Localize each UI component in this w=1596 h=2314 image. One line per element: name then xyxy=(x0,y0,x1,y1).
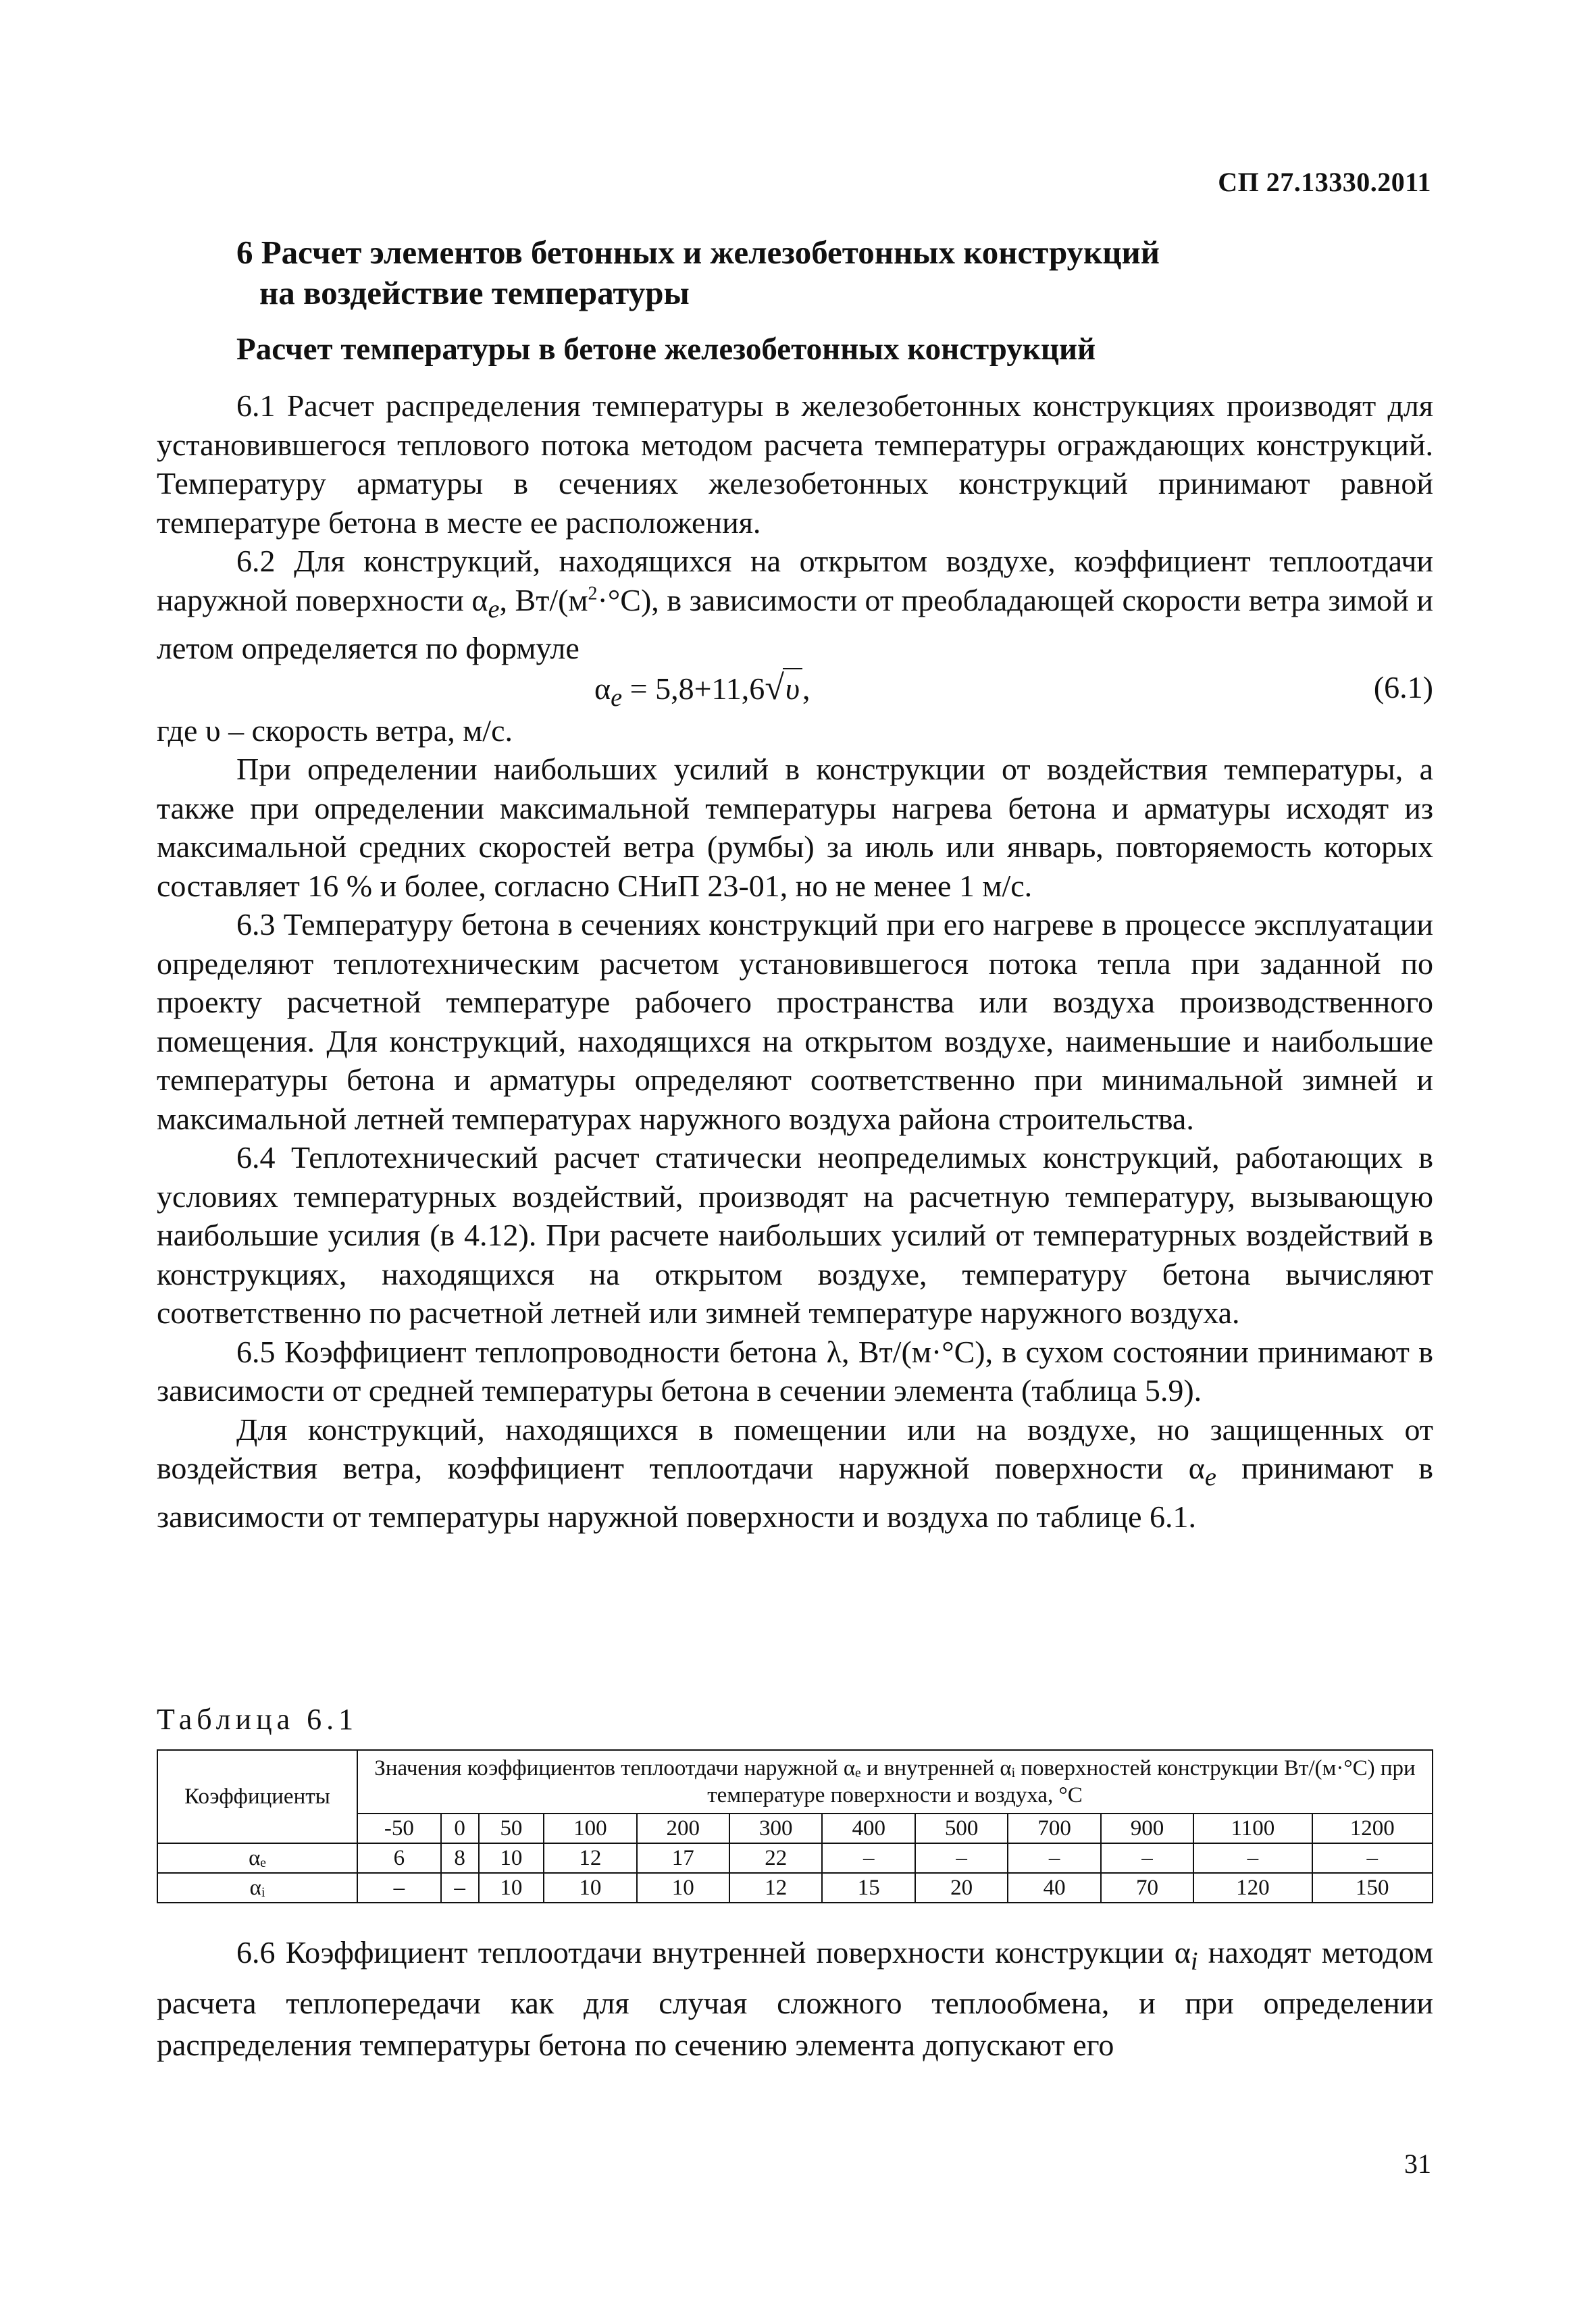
table-temp-cell: 500 xyxy=(915,1814,1008,1843)
table-cell: 8 xyxy=(441,1843,479,1873)
section-6-6 xyxy=(157,1932,1433,2066)
section-title xyxy=(236,232,1385,313)
coefficients-table xyxy=(157,1749,1433,1903)
formula-6-1 xyxy=(157,668,1433,711)
table-temp-cell: 1200 xyxy=(1312,1814,1433,1843)
table-header-coefficients: Коэффициенты xyxy=(157,1750,357,1843)
table-cell: 120 xyxy=(1193,1873,1312,1903)
table-cell: – xyxy=(1312,1843,1433,1873)
paragraph-6-2: 6.2 Для конструкций, находящихся на открытом воздухе, коэффициент теплоотдачи наружной поверхности $\alpha_e$, $Вт/(м^2\cdot^\circ С)$, в зависимости от преобладающей скорости ветра зимой и летом определяется по формуле xyxy=(157,544,1433,666)
table-cell: 17 xyxy=(637,1843,729,1873)
paragraph-6-5: 6.5 Коэффициент теплопроводности бетона λ, Вт/(м·°С), в сухом состоянии принимают в зависимости от средней температуры бетона в сечении элемента (таблица 5.9). xyxy=(157,1334,1433,1408)
table-temp-cell: 100 xyxy=(544,1814,636,1843)
table-temp-cell: 1100 xyxy=(1193,1814,1312,1843)
subsection-title: Расчет температуры в бетоне железобетонных конструкций xyxy=(236,332,1096,367)
table-temp-cell: 0 xyxy=(441,1814,479,1843)
table-cell: 150 xyxy=(1312,1873,1433,1903)
table-cell: – xyxy=(822,1843,915,1873)
table-row xyxy=(157,1873,1433,1903)
formula-expression: $\alpha_e = 5,8+11,6√\upsilon$, xyxy=(594,668,810,712)
section-title-line-1: 6 Расчет элементов бетонных и железобетонных конструкций xyxy=(236,234,1160,271)
table-temp-cell: 50 xyxy=(479,1814,544,1843)
table-cell: 12 xyxy=(544,1843,636,1873)
table-cell: 20 xyxy=(915,1873,1008,1903)
table-cell: – xyxy=(1008,1843,1100,1873)
table-cell: 15 xyxy=(822,1873,915,1903)
table-cell: 70 xyxy=(1101,1873,1193,1903)
table-temp-cell: 900 xyxy=(1101,1814,1193,1843)
table-cell: – xyxy=(357,1873,441,1903)
section-title-line-2: на воздействие температуры xyxy=(259,274,690,311)
table-cell: 10 xyxy=(637,1873,729,1903)
table-row xyxy=(157,1843,1433,1873)
table-cell: 40 xyxy=(1008,1873,1100,1903)
paragraph-6-4: 6.4 Теплотехнический расчет статически неопределимых конструкций, работающих в условиях температурных воздействий, производят на расчетную температуру, вызывающую наибольшие усилия (в 4.12). При расчете наибольших усилий от температурных воздействий в конструкциях, находящихся на открытом воздухе, температуру бетона вычисляют соответственно по расчетной летней или зимней температуре наружного воздуха. xyxy=(157,1140,1433,1331)
table-cell: – xyxy=(1101,1843,1193,1873)
formula-number: (6.1) xyxy=(1373,669,1433,704)
paragraph-max-forces: При определении наибольших усилий в конструкции от воздействия температуры, а также при определении максимальной температуры нагрева бетона и арматуры исходят из максимальной средних скоростей ветра (румбы) за июль или январь, повторяемость которых составляет 16 % и более, согласно СНиП 23-01, но не менее 1 м/с. xyxy=(157,752,1433,903)
paragraph-6-1: 6.1 Расчет распределения температуры в железобетонных конструкциях производят для установившегося теплового потока методом расчета температуры ограждающих конструкций. Температуру арматуры в сечениях железобетонных конструкций принимают равной температуре бетона в месте ее расположения. xyxy=(157,388,1433,540)
table-header-values: Значения коэффициентов теплоотдачи наружной αₑ и внутренней αᵢ поверхностей конструкции Вт/(м·°С) при температуре поверхности и воздуха, °С xyxy=(357,1750,1433,1814)
table-cell: 12 xyxy=(729,1873,822,1903)
body-text xyxy=(157,386,1433,1536)
table-temp-cell: 200 xyxy=(637,1814,729,1843)
table-temp-cell: 400 xyxy=(822,1814,915,1843)
page-number: 31 xyxy=(1404,2149,1431,2179)
table-cell: 10 xyxy=(479,1843,544,1873)
document-code: СП 27.13330.2011 xyxy=(1218,167,1431,197)
table-cell: 22 xyxy=(729,1843,822,1873)
table-cell: – xyxy=(915,1843,1008,1873)
paragraph-indoor: Для конструкций, находящихся в помещении или на воздухе, но защищенных от воздействия ветра, коэффициент теплоотдачи наружной поверхности $\alpha_e$ принимают в зависимости от температуры наружной поверхности и воздуха по таблице 6.1. xyxy=(157,1412,1434,1534)
table-temp-cell: 300 xyxy=(729,1814,822,1843)
table-temp-cell: 700 xyxy=(1008,1814,1100,1843)
table-cell: 10 xyxy=(544,1873,636,1903)
table-cell: 6 xyxy=(357,1843,441,1873)
table-header-row xyxy=(157,1750,1433,1814)
table-row-label: αₑ xyxy=(157,1843,357,1873)
table-row-label: αᵢ xyxy=(157,1873,357,1903)
where-clause: где υ – скорость ветра, м/с. xyxy=(157,713,513,748)
table-cell: – xyxy=(441,1873,479,1903)
table-caption: Таблица 6.1 xyxy=(157,1703,359,1736)
paragraph-6-6: 6.6 Коэффициент теплоотдачи внутренней поверхности конструкции $\alpha_i$ находят методом расчета теплопередачи как для случая сложного теплообмена, и при определении распределения температуры бетона по сечению элемента допускают его xyxy=(157,1935,1433,2063)
table-temp-cell: -50 xyxy=(357,1814,441,1843)
table-cell: 10 xyxy=(479,1873,544,1903)
paragraph-6-3: 6.3 Температуру бетона в сечениях конструкций при его нагреве в процессе эксплуатации определяют теплотехническим расчетом установившегося потока тепла при заданной по проекту расчетной температуре рабочего пространства или воздуха производственного помещения. Для конструкций, находящихся на открытом воздухе, наименьшие и наибольшие температуры бетона и арматуры определяют соответственно при минимальной зимней и максимальной летней температурах наружного воздуха района строительства. xyxy=(157,907,1433,1136)
table-cell: – xyxy=(1193,1843,1312,1873)
